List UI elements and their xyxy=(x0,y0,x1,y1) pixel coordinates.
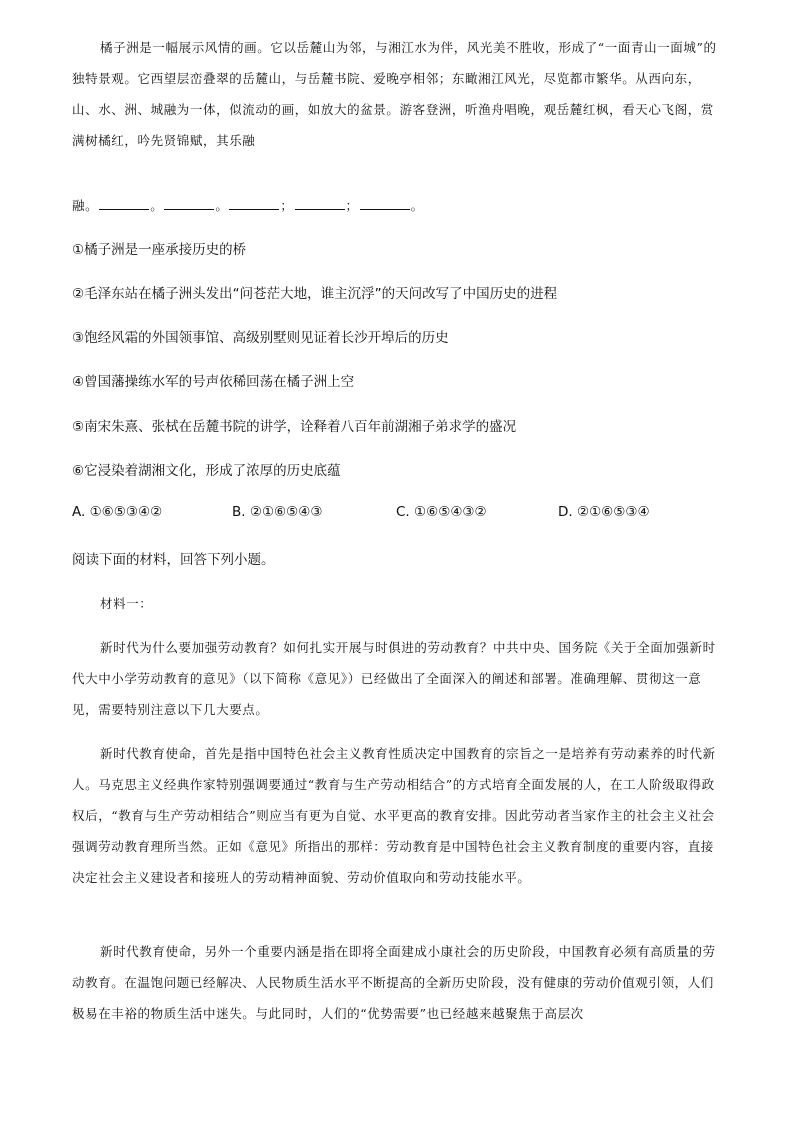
option-d[interactable]: D. ②①⑥⑤③④ xyxy=(558,504,650,520)
answer-blank-1[interactable] xyxy=(99,197,149,210)
material-paragraph-3: 新时代教育使命，另外一个重要内涵是指在即将全面建成小康社会的历史阶段，中国教育必须有高质量的劳动教育。在温饱问题已经解决、人民物质生活水平不断提高的全新历史阶段，没有健康的劳动价值观引领，人们极易在丰裕的物质生活中迷失。与此同时，人们的“优势需要”也已经越来越聚焦于高层次 xyxy=(72,944,716,1021)
sentence-item-4: ④曾国藩操练水军的号声依稀回荡在橘子洲上空 xyxy=(72,374,355,390)
reading-instruction: 阅读下面的材料，回答下列小题。 xyxy=(72,552,275,568)
sentence-item-5: ⑤南宋朱熹、张栻在岳麓书院的讲学，诠释着八百年前湖湘子弟求学的盛况 xyxy=(72,419,517,435)
sentence-item-2: ②毛泽东站在橘子洲头发出“问苍茫大地，谁主沉浮”的天问改写了中国历史的进程 xyxy=(72,286,558,302)
material-label: 材料一： xyxy=(100,596,153,611)
separator: 。 xyxy=(410,198,424,213)
answer-blank-3[interactable] xyxy=(229,197,279,210)
option-a[interactable]: A. ①⑥⑤③④② xyxy=(72,504,163,520)
answer-blank-5[interactable] xyxy=(360,197,410,210)
answer-blank-2[interactable] xyxy=(164,197,214,210)
answer-blanks-line xyxy=(72,196,424,214)
sentence-item-1: ①橘子洲是一座承接历史的桥 xyxy=(72,242,247,258)
separator: 。 xyxy=(150,198,164,213)
answer-blank-4[interactable] xyxy=(295,197,345,210)
separator: 。 xyxy=(215,198,229,213)
option-b[interactable]: B. ②①⑥⑤④③ xyxy=(232,504,323,520)
separator: ； xyxy=(345,198,359,213)
option-c[interactable]: C. ①⑥⑤④③② xyxy=(396,504,487,520)
passage-orange-isle: 橘子洲是一幅展示风情的画。它以岳麓山为邻，与湘江水为伴，风光美不胜收，形成了“一面青山一面城”的独特景观。它西望层峦叠翠的岳麓山，与岳麓书院、爱晚亭相邻；东瞰湘江风光，尽览都市繁华。从西向东，山、水、洲、城融为一体，似流动的画，如放大的盆景。游客登洲，听渔舟唱晚，观岳麓红枫，看天心飞阁，赏满树橘红，吟先贤锦赋，其乐融 xyxy=(72,40,717,148)
material-paragraph-1: 新时代为什么要加强劳动教育？如何扎实开展与时俱进的劳动教育？中共中央、国务院《关于全面加强新时代大中小学劳动教育的意见》（以下简称《意见》）已经做出了全面深入的阐述和部署。准确理解、贯彻这一意见，需要特别注意以下几大要点。 xyxy=(72,640,716,717)
sentence-item-3: ③饱经风霜的外国领事馆、高级别墅则见证着长沙开埠后的历史 xyxy=(72,330,449,346)
material-paragraph-2: 新时代教育使命，首先是指中国特色社会主义教育性质决定中国教育的宗旨之一是培养有劳动素养的时代新人。马克思主义经典作家特别强调要通过“教育与生产劳动相结合”的方式培育全面发展的人，在工人阶级取得政权后，“教育与生产劳动相结合”则应当有更为自觉、水平更高的教育安排。因此劳动者当家作主的社会主义社会强调劳动教育理所当然。正如《意见》所指出的那样：劳动教育是中国特色社会主义教育制度的重要内容，直接决定社会主义建设者和接班人的劳动精神面貌、劳动价值取向和劳动技能水平。 xyxy=(72,746,716,885)
separator: ； xyxy=(280,198,294,213)
sentence-item-6: ⑥它浸染着湖湘文化，形成了浓厚的历史底蕴 xyxy=(72,463,341,479)
passage-tail: 融。 xyxy=(72,198,99,213)
